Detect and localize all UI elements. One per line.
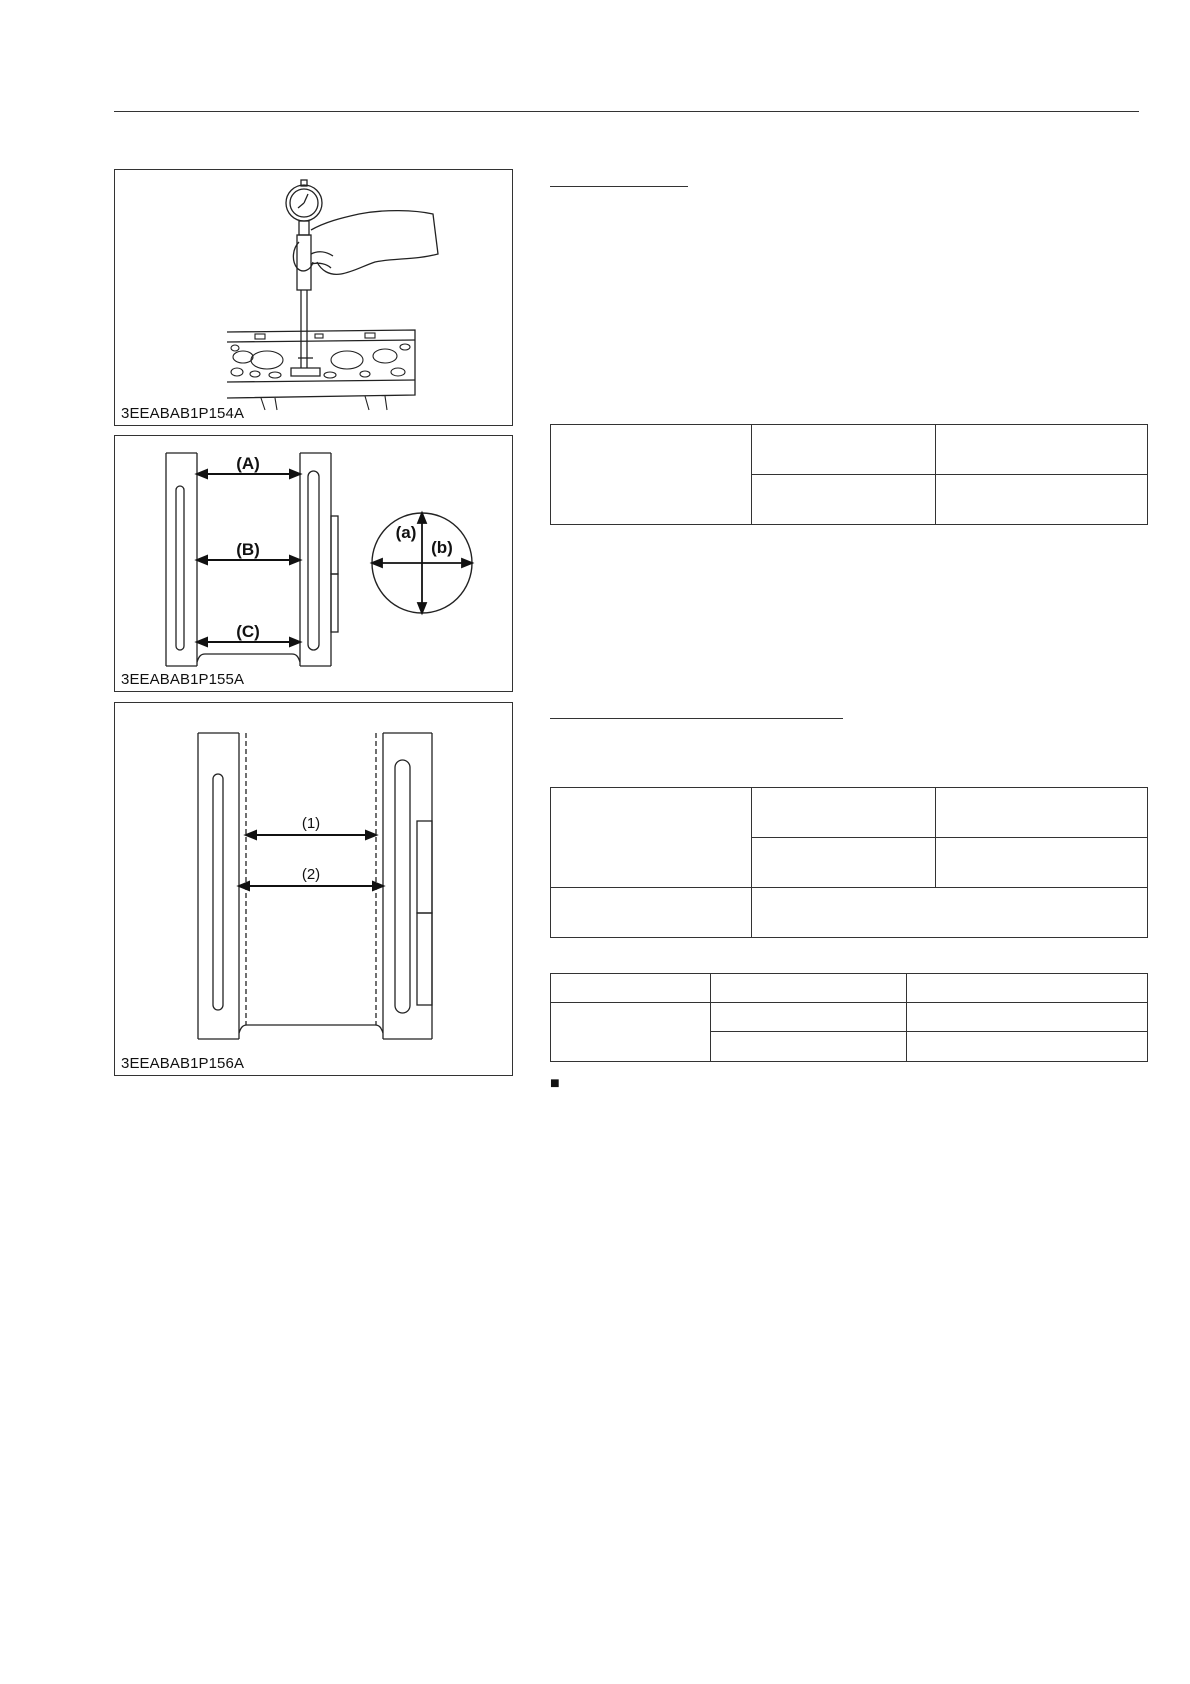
figure-1-caption: 3EEABAB1P154A (121, 405, 245, 422)
spec-table-3-header-cell (551, 974, 711, 1003)
label-direction-a: (a) (395, 523, 417, 542)
label-position-B: (B) (236, 540, 260, 559)
spec-table-3-row-header (551, 1003, 711, 1062)
header-rule (114, 111, 1139, 112)
spec-table-3-header-cell (907, 974, 1148, 1003)
spec-table-1-cell (752, 425, 936, 475)
spec-table-3-header-cell (711, 974, 907, 1003)
spec-table-3-cell (907, 1003, 1148, 1032)
spec-table-2-row-header (551, 888, 752, 938)
cylinder-gauge-illustration (115, 170, 514, 427)
spec-table-2-cell (752, 838, 936, 888)
figure-2-caption: 3EEABAB1P155A (121, 671, 245, 688)
figure-cylinder-gauge (114, 169, 513, 426)
figure-3-caption: 3EEABAB1P156A (121, 1055, 245, 1072)
figure-measurement-positions (114, 435, 513, 692)
label-position-A: (A) (236, 454, 260, 473)
spec-table-2-cell (752, 788, 936, 838)
spec-table-1-cell (752, 475, 936, 525)
spec-table-1-row-header (551, 425, 752, 525)
spec-table-3-cell (907, 1032, 1148, 1062)
spec-table-3-cell (711, 1003, 907, 1032)
section-heading-underline-1 (550, 186, 688, 187)
spec-table-1-cell (936, 475, 1148, 525)
spec-table-1-cell (936, 425, 1148, 475)
label-dimension-1: (1) (301, 815, 321, 832)
measurement-positions-diagram (115, 436, 514, 693)
label-dimension-2: (2) (301, 866, 321, 883)
spec-table-2-cell (936, 838, 1148, 888)
label-direction-b: (b) (431, 538, 453, 557)
figure-oversize-boring (114, 702, 513, 1076)
spec-table-2-row-header (551, 788, 752, 888)
label-position-C: (C) (236, 622, 260, 641)
spec-table-2-cell (936, 788, 1148, 838)
spec-table-3 (550, 973, 1148, 1062)
square-bullet-icon: ■ (550, 1075, 560, 1092)
spec-table-1 (550, 424, 1148, 525)
oversize-boring-diagram (115, 703, 514, 1077)
spec-table-2 (550, 787, 1148, 938)
spec-table-2-cell (752, 888, 1148, 938)
spec-table-3-cell (711, 1032, 907, 1062)
section-heading-underline-2 (550, 718, 843, 719)
